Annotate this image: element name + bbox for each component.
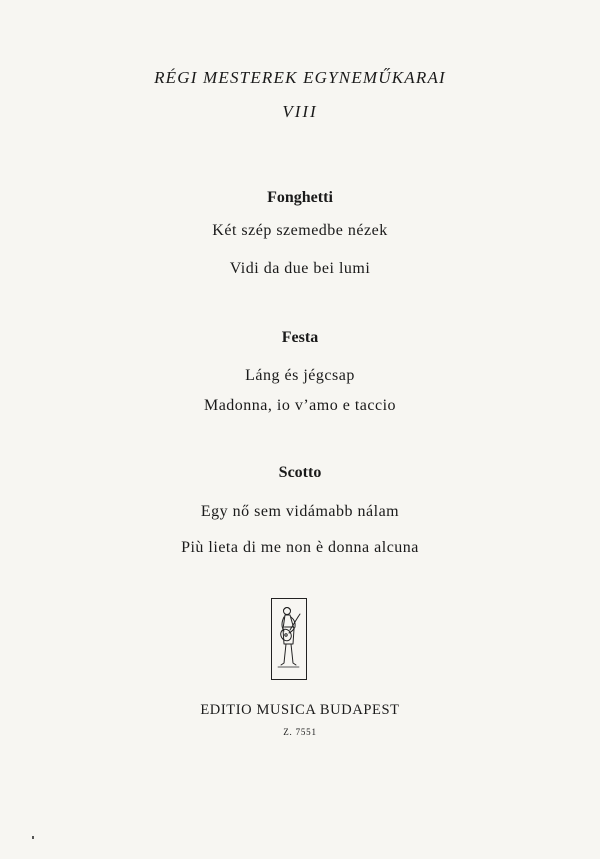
work-title: Egy nő sem vidámabb nálam xyxy=(200,503,400,520)
work-title: Láng és jégcsap xyxy=(245,367,355,384)
work-title: Két szép szemedbe nézek xyxy=(212,222,388,239)
publisher-name: EDITIO MUSICA BUDAPEST xyxy=(200,702,400,718)
composer-name: Scotto xyxy=(278,464,322,481)
work-title: Più lieta di me non è donna alcuna xyxy=(181,539,419,556)
composer-name: Festa xyxy=(281,329,319,346)
work-title: Vidi da due bei lumi xyxy=(229,260,371,277)
composer-name: Fonghetti xyxy=(267,189,333,206)
series-title: RÉGI MESTEREK EGYNEMŰKARAI xyxy=(154,68,446,87)
work-title: Madonna, io v’amo e taccio xyxy=(203,397,397,414)
paper-speck xyxy=(32,836,34,839)
volume-number: VIII xyxy=(282,102,318,121)
catalog-number: Z. 7551 xyxy=(283,727,317,737)
lute-player-drawing xyxy=(272,599,305,678)
lute-player-emblem-icon xyxy=(271,598,307,680)
